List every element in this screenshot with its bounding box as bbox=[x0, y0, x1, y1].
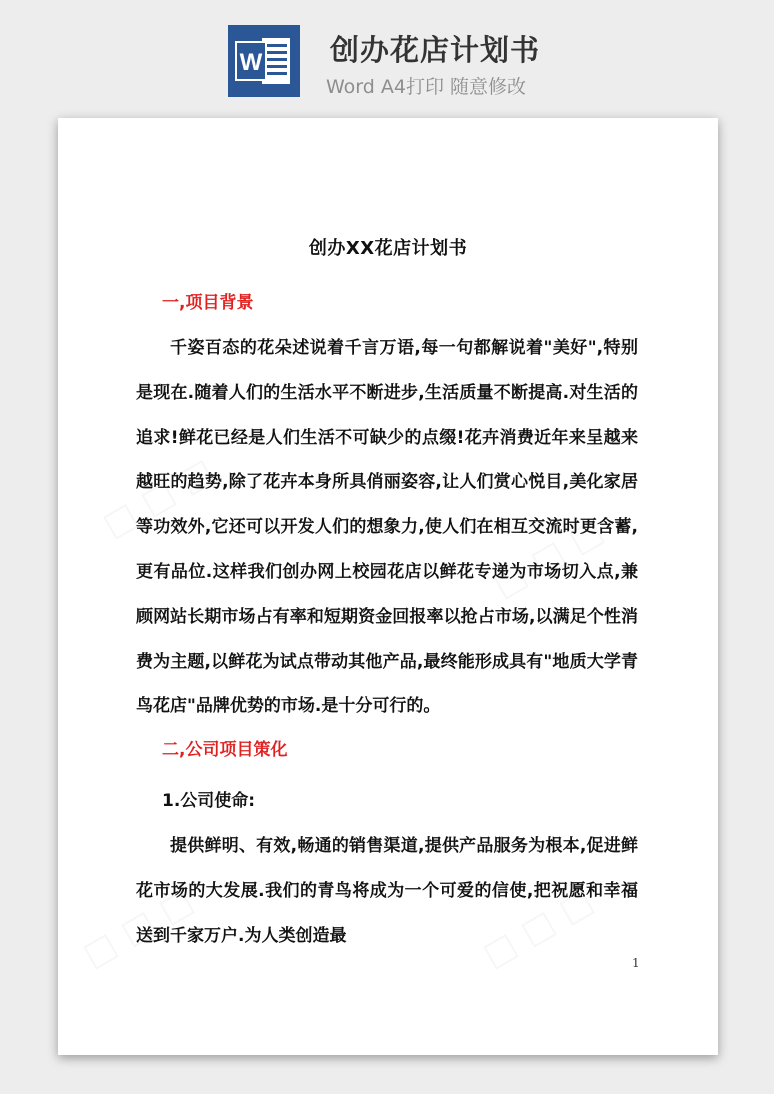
section-heading-planning: 二,公司项目策化 bbox=[162, 740, 288, 760]
header bbox=[0, 0, 774, 118]
document-title: 创办XX花店计划书 bbox=[308, 238, 468, 259]
paragraph-background: 千姿百态的花朵述说着千言万语,每一句都解说着"美好",特别是现在.随着人们的生活水平不断进步,生活质量不断提高.对生活的追求!鲜花已经是人们生活不可缺少的点缀!花卉消费近年来呈越来越旺的趋势,除了花卉本身所具俏丽姿容,让人们赏心悦目,美化家居等功效外,它还可以开发人们的想象力,使人们在相互交流时更含蓄,更有品位.这样我们创办网上校园花店以鲜花专递为市场切入点,兼顾网站长期市场占有率和短期资金回报率以抢占市场,以满足个性消费为主题,以鲜花为试点带动其他产品,最终能形成具有"地质大学青鸟花店"品牌优势的市场.是十分可行的。 bbox=[136, 338, 638, 717]
document-page bbox=[58, 118, 718, 1055]
header-title: 创办花店计划书 bbox=[330, 33, 541, 67]
section-heading-background: 一,项目背景 bbox=[162, 293, 254, 313]
word-icon-letter: W bbox=[239, 49, 263, 76]
subheading-mission: 1.公司使命: bbox=[162, 791, 256, 811]
page-number: 1 bbox=[632, 956, 640, 970]
word-document-icon bbox=[228, 25, 300, 97]
header-subtitle: Word A4打印 随意修改 bbox=[326, 76, 527, 98]
paragraph-mission: 提供鲜明、有效,畅通的销售渠道,提供产品服务为根本,促进鲜花市场的大发展.我们的青鸟将成为一个可爱的信使,把祝愿和幸福送到千家万户.为人类创造最 bbox=[136, 836, 638, 946]
